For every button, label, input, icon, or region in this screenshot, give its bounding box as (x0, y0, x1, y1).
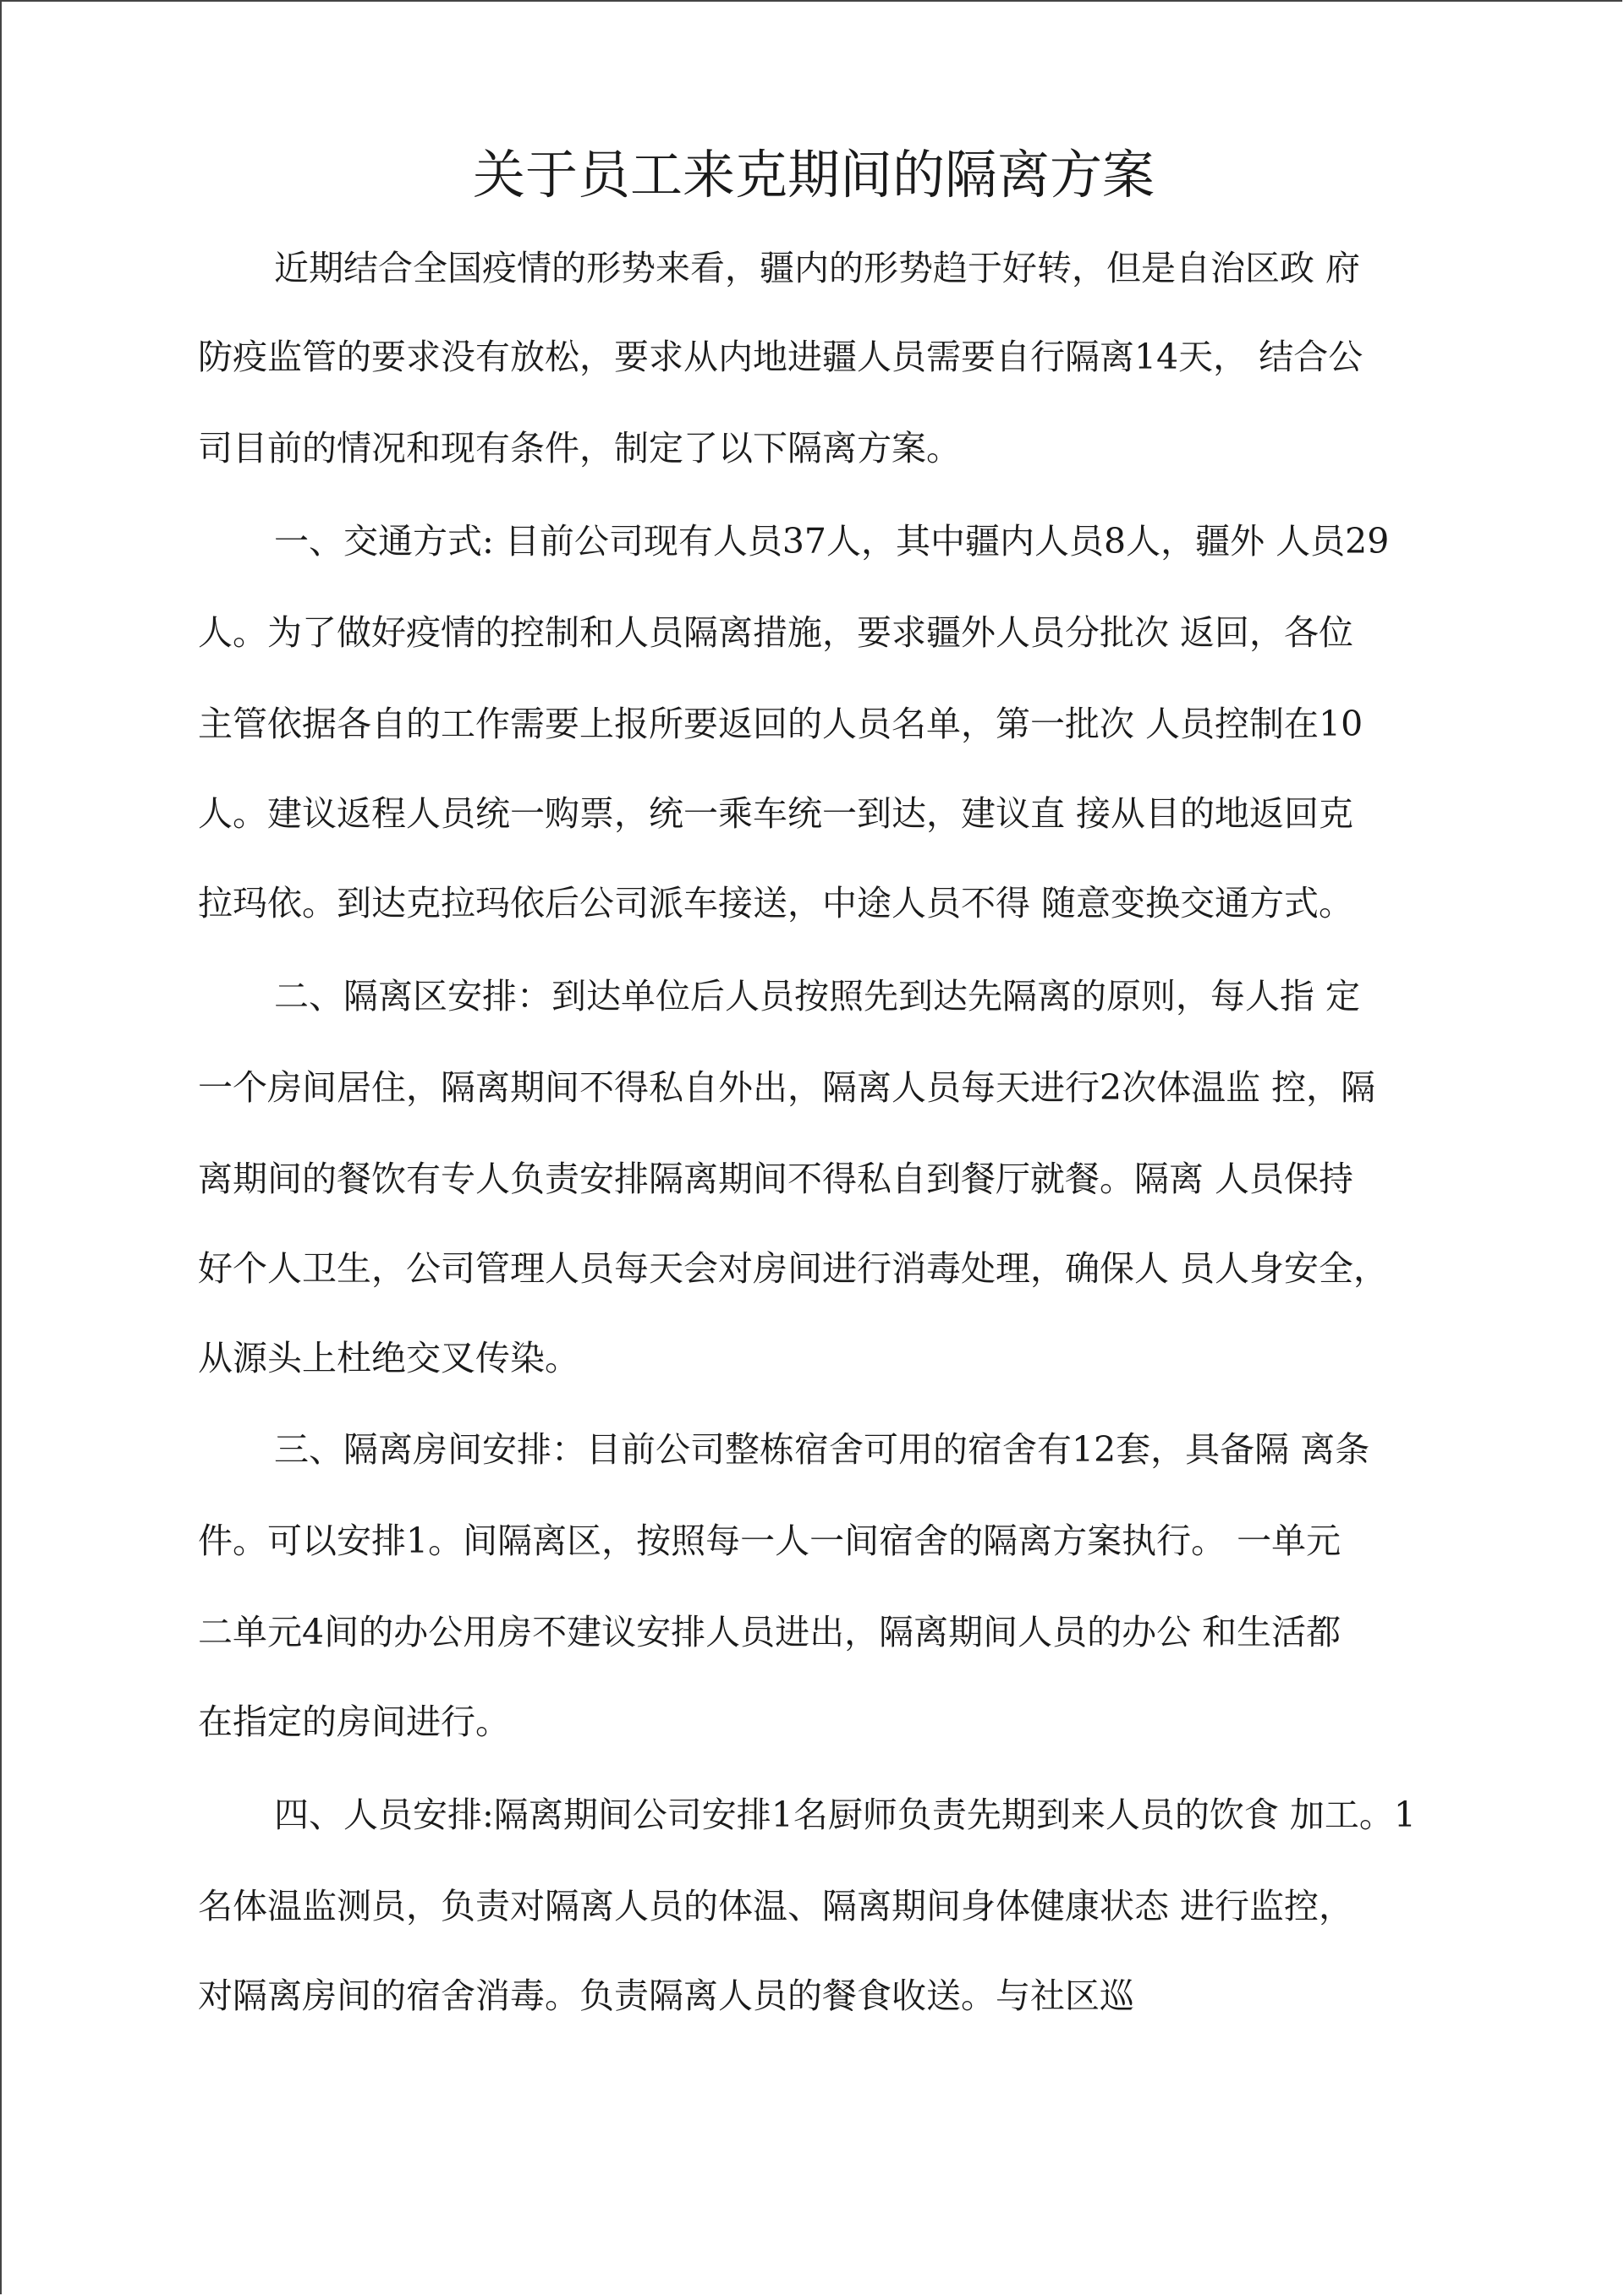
paragraph-1-line-2: 防疫监管的要求没有放松，要求从内地进疆人员需要自行隔离14天， 结合公 (198, 337, 1363, 377)
paragraph-5-line-3: 对隔离房间的宿舍消毒。负责隔离人员的餐食收送。与社区巡 (198, 1975, 1134, 2016)
paragraph-2-line-5: 拉玛依。到达克拉玛依后公司派车接送，中途人员不得 随意变换交通方式。 (198, 883, 1354, 923)
paragraph-2-line-2: 人。为了做好疫情的控制和人员隔离措施，要求疆外人员分批次 返回，各位 (198, 612, 1354, 653)
paragraph-5-line-1: 四、人员安排:隔离期间公司安排1名厨师负责先期到来人员的饮食 加工。1 (274, 1795, 1417, 1835)
paragraph-2-line-1: 一、交通方式: 目前公司现有人员37人，其中疆内人员8人，疆外 人员29 (274, 521, 1390, 562)
paragraph-3-line-2: 一个房间居住，隔离期间不得私自外出，隔离人员每天进行2次体温监 控，隔 (198, 1067, 1376, 1108)
paragraph-2-line-3: 主管依据各自的工作需要上报所要返回的人员名单，第一批次 人员控制在10 (198, 704, 1363, 744)
paragraph-3-line-3: 离期间的餐饮有专人负责安排隔离期间不得私自到餐厅就餐。隔离 人员保持 (198, 1159, 1354, 1199)
paragraph-3-line-1: 二、隔离区安排：到达单位后人员按照先到达先隔离的原则，每人指 定 (274, 976, 1361, 1016)
paragraph-4-line-3: 二单元4间的办公用房不建议安排人员进出，隔离期间人员的办公 和生活都 (198, 1612, 1341, 1652)
paragraph-5-line-2: 名体温监测员，负责对隔离人员的体温、隔离期间身体健康状态 进行监控， (198, 1886, 1354, 1926)
paragraph-4-line-4: 在指定的房间进行。 (198, 1701, 510, 1742)
paragraph-1-line-3: 司目前的情况和现有条件，制定了以下隔离方案。 (198, 428, 961, 469)
paragraph-4-line-1: 三、隔离房间安排：目前公司整栋宿舍可用的宿舍有12套，具备隔 离条 (274, 1429, 1370, 1470)
paragraph-4-line-2: 件。可以安排1。间隔离区，按照每一人一间宿舍的隔离方案执行。 一单元 (198, 1521, 1341, 1561)
paragraph-3-line-4: 好个人卫生，公司管理人员每天会对房间进行消毒处理，确保人 员人身安全， (198, 1248, 1389, 1289)
paragraph-1-line-1: 近期结合全国疫情的形势来看，疆内的形势趋于好转，但是自治区政 府 (274, 248, 1361, 288)
document-title: 关于员工来克期间的隔离方案 (472, 144, 1155, 205)
paragraph-3-line-5: 从源头上杜绝交叉传染。 (198, 1338, 579, 1378)
paragraph-2-line-4: 人。建议返程人员统一购票，统一乘车统一到达，建议直 接从目的地返回克 (198, 793, 1354, 834)
